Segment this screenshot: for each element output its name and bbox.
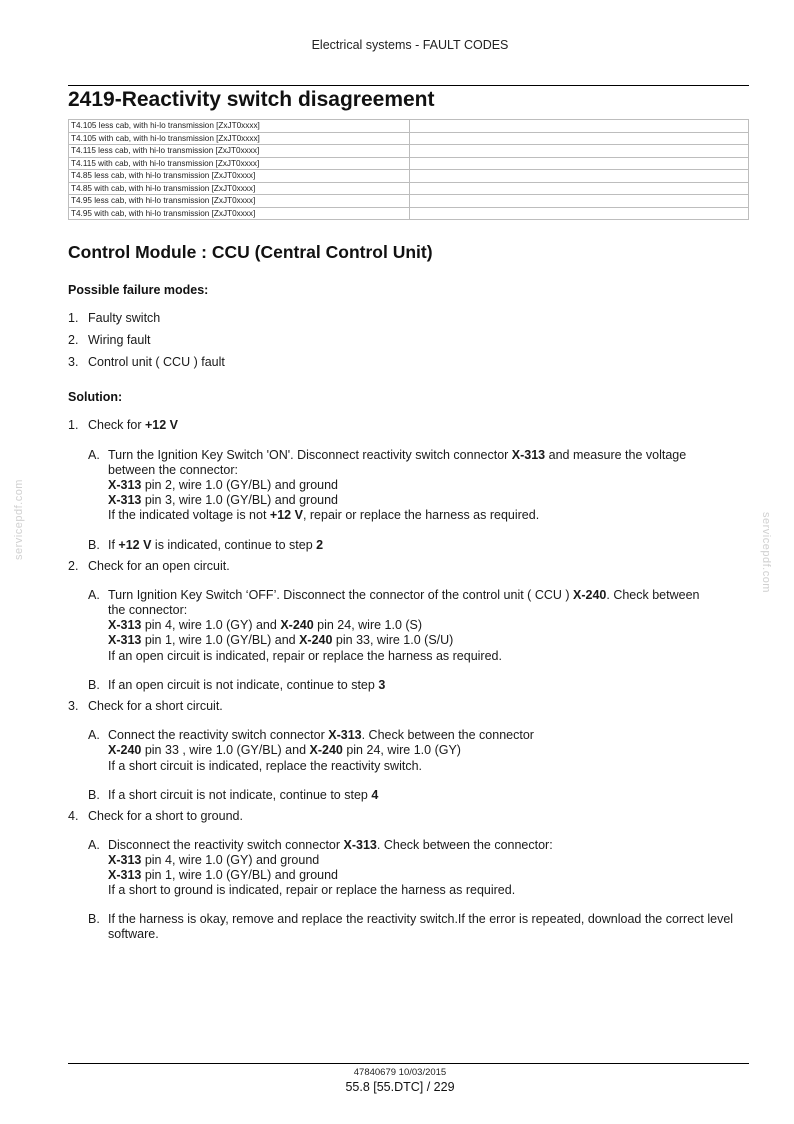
model-cell: T4.115 with cab, with hi-lo transmission [ZxJT0xxxx]: [69, 157, 410, 170]
table-row: [69, 132, 749, 145]
model-applicability-table: [68, 119, 749, 220]
table-row: [69, 195, 749, 208]
empty-cell: [410, 182, 749, 195]
step-3a-line-2: [108, 743, 461, 758]
text: . Check between the connector:: [376, 838, 553, 852]
step-number: 1.: [68, 418, 79, 432]
text: pin 24, wire 1.0 (S): [313, 618, 423, 632]
model-cell: T4.85 with cab, with hi-lo transmission [ZxJT0xxxx]: [69, 182, 410, 195]
step-1a-line-2: between the connector:: [108, 463, 238, 477]
text: pin 4, wire 1.0 (GY) and ground: [141, 853, 320, 867]
empty-cell: [410, 195, 749, 208]
table-row: [69, 170, 749, 183]
step-2a-line-3: [108, 618, 422, 633]
table-row: [69, 207, 749, 220]
text: If an open circuit is not indicate, continue to step: [108, 678, 379, 692]
text: pin 24, wire 1.0 (GY): [342, 743, 461, 757]
model-cell: T4.115 less cab, with hi-lo transmission [ZxJT0xxxx]: [69, 145, 410, 158]
connector-id: X-313: [108, 478, 142, 492]
step-2a-line-5: If an open circuit is indicated, repair or replace the harness as required.: [108, 649, 502, 663]
text: Turn Ignition Key Switch ‘OFF’. Disconnect the connector of the control unit ( CCU ): [108, 588, 574, 602]
model-cell: T4.105 with cab, with hi-lo transmission [ZxJT0xxxx]: [69, 132, 410, 145]
text: pin 1, wire 1.0 (GY/BL) and ground: [141, 868, 338, 882]
step-4b: If the harness is okay, remove and replace the reactivity switch.If the error is repeated, download the correct level software.: [108, 912, 734, 941]
page-number: 55.8 [55.DTC] / 229: [345, 1080, 455, 1094]
step-2-title: Check for an open circuit.: [88, 559, 230, 573]
text: pin 4, wire 1.0 (GY) and: [141, 618, 281, 632]
step-1b: [108, 538, 323, 553]
text: and measure the voltage: [545, 448, 687, 462]
connector-id: X-313: [108, 633, 142, 647]
step-2a-line-1: [108, 588, 699, 603]
empty-cell: [410, 132, 749, 145]
list-number: 1.: [68, 311, 79, 325]
step-1-text: Check for: [88, 418, 145, 432]
voltage-value: +12 V: [144, 418, 178, 432]
step-reference: 4: [371, 788, 379, 802]
connector-id: X-240: [280, 618, 314, 632]
step-number: 4.: [68, 809, 79, 823]
model-cell: T4.85 less cab, with hi-lo transmission [ZxJT0xxxx]: [69, 170, 410, 183]
step-3-title: Check for a short circuit.: [88, 699, 223, 713]
connector-id: X-313: [108, 853, 142, 867]
connector-id: X-240: [108, 743, 142, 757]
step-3a-line-3: If a short circuit is indicated, replace the reactivity switch.: [108, 759, 423, 773]
table-row: [69, 120, 749, 133]
step-4a-line-3: [108, 868, 338, 883]
empty-cell: [410, 145, 749, 158]
sub-step-letter: B.: [88, 678, 100, 692]
step-1-title: [88, 418, 178, 433]
voltage-value: +12 V: [269, 508, 303, 522]
model-cell: T4.105 less cab, with hi-lo transmission [ZxJT0xxxx]: [69, 120, 410, 133]
step-3a-line-1: [108, 728, 534, 743]
connector-id: X-240: [573, 588, 607, 602]
step-3b: [108, 788, 378, 803]
empty-cell: [410, 170, 749, 183]
failure-mode-item: Faulty switch: [88, 311, 161, 325]
text: If: [108, 538, 119, 552]
sub-step-letter: A.: [88, 588, 100, 602]
sub-step-letter: A.: [88, 448, 100, 462]
text: pin 3, wire 1.0 (GY/BL) and ground: [141, 493, 338, 507]
failure-modes-heading: Possible failure modes:: [68, 283, 209, 297]
text: Turn the Ignition Key Switch 'ON'. Disconnect reactivity switch connector: [108, 448, 512, 462]
connector-id: X-313: [108, 493, 142, 507]
text: Connect the reactivity switch connector: [108, 728, 329, 742]
solution-heading: Solution:: [68, 390, 123, 404]
empty-cell: [410, 157, 749, 170]
model-cell: T4.95 less cab, with hi-lo transmission [ZxJT0xxxx]: [69, 195, 410, 208]
voltage-value: +12 V: [118, 538, 152, 552]
sub-step-letter: A.: [88, 838, 100, 852]
footer-divider: [68, 1063, 749, 1064]
sub-step-letter: A.: [88, 728, 100, 742]
page-title: 2419-Reactivity switch disagreement: [68, 88, 435, 111]
step-2a-line-4: [108, 633, 453, 648]
connector-id: X-313: [511, 448, 546, 462]
step-reference: 3: [378, 678, 386, 692]
sub-step-letter: B.: [88, 788, 100, 802]
connector-id: X-313: [108, 618, 142, 632]
empty-cell: [410, 207, 749, 220]
text: , repair or replace the harness as required.: [302, 508, 540, 522]
watermark-left: servicepdf.com: [13, 479, 25, 560]
step-1a-line-4: [108, 493, 338, 508]
text: pin 2, wire 1.0 (GY/BL) and ground: [141, 478, 338, 492]
step-number: 3.: [68, 699, 79, 713]
empty-cell: [410, 120, 749, 133]
document-reference: 47840679 10/03/2015: [353, 1067, 447, 1078]
model-cell: T4.95 with cab, with hi-lo transmission [ZxJT0xxxx]: [69, 207, 410, 220]
sub-step-letter: B.: [88, 912, 100, 926]
step-reference: 2: [316, 538, 324, 552]
text: . Check between the connector: [361, 728, 534, 742]
control-module-heading: Control Module : CCU (Central Control Unit): [68, 242, 433, 262]
connector-id: X-313: [343, 838, 377, 852]
table-row: [69, 182, 749, 195]
list-number: 3.: [68, 355, 79, 369]
text: If a short circuit is not indicate, continue to step: [108, 788, 372, 802]
step-4a-line-1: [108, 838, 553, 853]
connector-id: X-313: [328, 728, 362, 742]
failure-mode-item: Control unit ( CCU ) fault: [88, 355, 225, 369]
step-2a-line-2: the connector:: [108, 603, 188, 617]
header-divider: [68, 85, 749, 86]
watermark-right: servicepdf.com: [760, 512, 772, 593]
step-4-title: Check for a short to ground.: [88, 809, 243, 823]
text: . Check between: [606, 588, 700, 602]
step-1a-line-3: [108, 478, 338, 493]
step-number: 2.: [68, 559, 79, 573]
connector-id: X-240: [309, 743, 343, 757]
sub-step-letter: B.: [88, 538, 100, 552]
failure-mode-item: Wiring fault: [88, 333, 151, 347]
text: Disconnect the reactivity switch connector: [108, 838, 344, 852]
text: pin 33 , wire 1.0 (GY/BL) and: [141, 743, 310, 757]
step-4a-line-4: If a short to ground is indicated, repair or replace the harness as required.: [108, 883, 516, 897]
step-2b: [108, 678, 385, 693]
table-row: [69, 157, 749, 170]
text: is indicated, continue to step: [151, 538, 317, 552]
list-number: 2.: [68, 333, 79, 347]
step-1a-line-5: [108, 508, 539, 523]
step-1a-line-1: [108, 448, 686, 463]
running-header: Electrical systems - FAULT CODES: [311, 38, 509, 52]
text: pin 33, wire 1.0 (S/U): [332, 633, 454, 647]
step-4a-line-2: [108, 853, 319, 868]
connector-id: X-313: [108, 868, 142, 882]
connector-id: X-240: [299, 633, 333, 647]
text: pin 1, wire 1.0 (GY/BL) and: [141, 633, 300, 647]
text: If the indicated voltage is not: [108, 508, 270, 522]
table-row: [69, 145, 749, 158]
